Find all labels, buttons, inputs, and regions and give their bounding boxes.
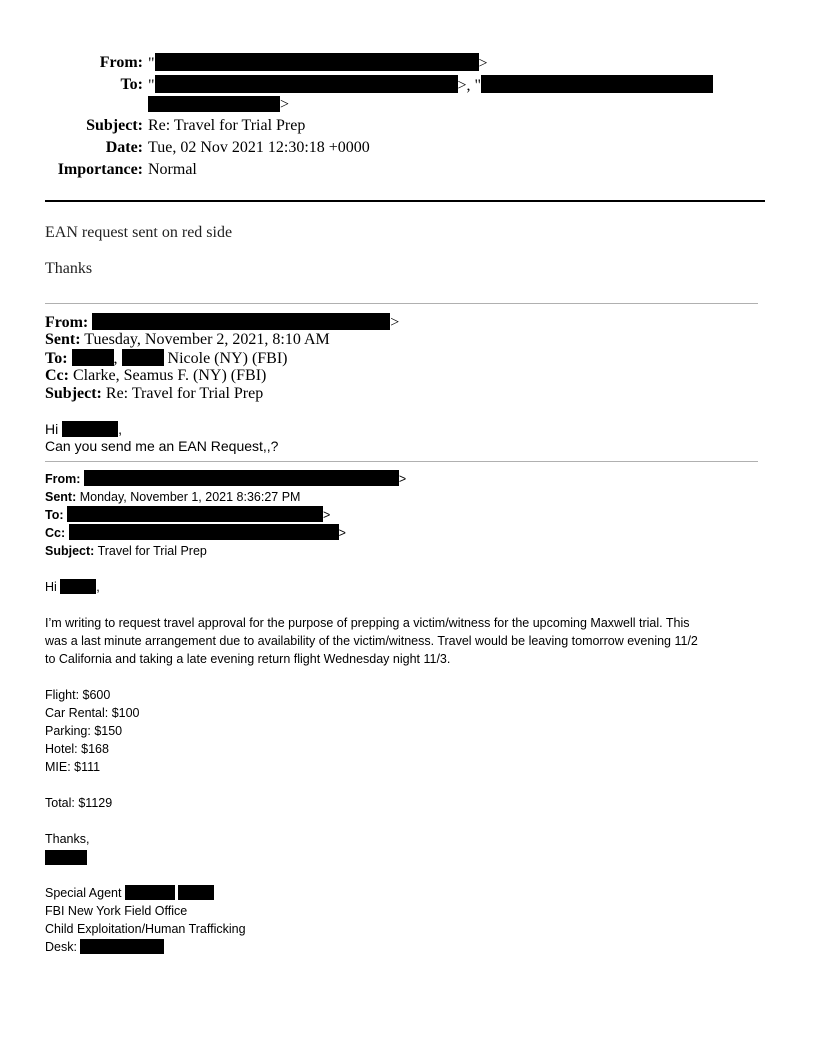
msg3-cc-label: Cc:	[45, 526, 66, 540]
msg2-to-name: Nicole (NY) (FBI)	[167, 350, 288, 367]
redaction	[481, 75, 713, 93]
importance-label: Importance:	[57, 161, 143, 178]
redaction	[60, 579, 96, 594]
msg2-greeting: Hi ,	[45, 421, 123, 437]
redaction	[80, 939, 164, 954]
msg3-paragraph-line-2: was a last minute arrangement due to availability of the victim/witness. Travel would be leaving tomorrow evening 11/2	[45, 634, 698, 648]
redaction	[122, 349, 164, 366]
date-label: Date:	[105, 139, 143, 156]
cost-item: Hotel: $168	[45, 742, 109, 756]
sig-office: FBI New York Field Office	[45, 904, 188, 918]
msg3-paragraph-line-1: I’m writing to request travel approval for the purpose of prepping a victim/witness for the upcoming Maxwell trial. This	[45, 616, 690, 630]
msg2-sent-label: Sent:	[45, 331, 81, 348]
top-importance-row	[0, 160, 816, 180]
redaction	[69, 524, 339, 540]
msg3-to-row: To: >	[45, 508, 331, 522]
msg2-cc-value: Clarke, Seamus F. (NY) (FBI)	[72, 367, 267, 384]
msg3-from-row: From: >	[45, 472, 407, 486]
date-value: Tue, 02 Nov 2021 12:30:18 +0000	[148, 139, 370, 156]
to-value: " >, "	[148, 75, 713, 96]
redaction	[148, 96, 280, 112]
msg3-subject-value: Travel for Trial Prep	[97, 544, 207, 558]
redaction	[125, 885, 175, 900]
sig-title-row	[45, 884, 214, 902]
msg2-body: Can you send me an EAN Request,,?	[45, 438, 279, 454]
quote-divider-2	[45, 461, 758, 462]
msg2-to-row: To: , Nicole (NY) (FBI)	[45, 350, 288, 367]
msg3-cc-row: Cc: >	[45, 526, 346, 540]
top-to-row	[0, 75, 816, 95]
msg2-sent-row	[45, 331, 330, 349]
sig-desk-label: Desk:	[45, 940, 77, 954]
subject-value: Re: Travel for Trial Prep	[148, 117, 306, 134]
msg3-greeting: Hi ,	[45, 580, 100, 594]
msg3-subject-row	[45, 542, 207, 560]
signature-redaction	[45, 850, 87, 865]
msg2-subject-row	[45, 385, 263, 403]
msg2-subject-label: Subject:	[45, 385, 102, 402]
cost-item: Car Rental: $100	[45, 706, 140, 720]
sign-off: Thanks,	[45, 832, 90, 846]
from-label: From:	[99, 54, 143, 71]
top-subject-row	[0, 116, 816, 136]
redaction	[84, 470, 399, 486]
top-to-row-cont: >	[148, 95, 289, 115]
reply-line-2: Thanks	[45, 260, 93, 277]
msg3-sent-row	[45, 488, 300, 506]
redaction	[72, 349, 114, 366]
cost-item: MIE: $111	[45, 760, 101, 774]
redaction	[67, 506, 323, 522]
redaction	[62, 421, 118, 437]
sig-title: Special Agent	[45, 886, 122, 900]
sig-desk-row	[45, 938, 164, 956]
msg3-paragraph-line-3: to California and taking a late evening return flight Wednesday night 11/3.	[45, 652, 451, 666]
msg3-subject-label: Subject:	[45, 544, 95, 558]
redaction	[178, 885, 214, 900]
msg2-to-label: To:	[45, 350, 68, 367]
cost-total: Total: $1129	[45, 796, 113, 810]
msg2-subject-value: Re: Travel for Trial Prep	[105, 385, 264, 402]
msg3-from-label: From:	[45, 472, 81, 486]
redaction	[155, 75, 458, 93]
from-value: " >	[148, 55, 488, 72]
msg2-cc-row	[45, 367, 266, 385]
importance-value: Normal	[148, 161, 197, 178]
quote-divider	[45, 303, 758, 304]
redaction	[92, 313, 390, 330]
msg2-from-row: From: >	[45, 314, 400, 331]
top-from-row	[0, 53, 816, 73]
subject-label: Subject:	[86, 117, 143, 134]
reply-line-1: EAN request sent on red side	[45, 224, 233, 241]
cost-item: Parking: $150	[45, 724, 123, 738]
msg3-to-label: To:	[45, 508, 64, 522]
header-divider	[45, 200, 765, 202]
redaction	[155, 53, 479, 71]
sig-unit: Child Exploitation/Human Trafficking	[45, 922, 246, 936]
msg2-cc-label: Cc:	[45, 367, 69, 384]
msg3-sent-value: Monday, November 1, 2021 8:36:27 PM	[79, 490, 301, 504]
msg3-sent-label: Sent:	[45, 490, 77, 504]
top-date-row	[0, 138, 816, 158]
to-label: To:	[120, 76, 143, 93]
msg2-sent-value: Tuesday, November 2, 2021, 8:10 AM	[84, 331, 330, 348]
msg2-from-label: From:	[45, 314, 89, 331]
cost-item: Flight: $600	[45, 688, 111, 702]
